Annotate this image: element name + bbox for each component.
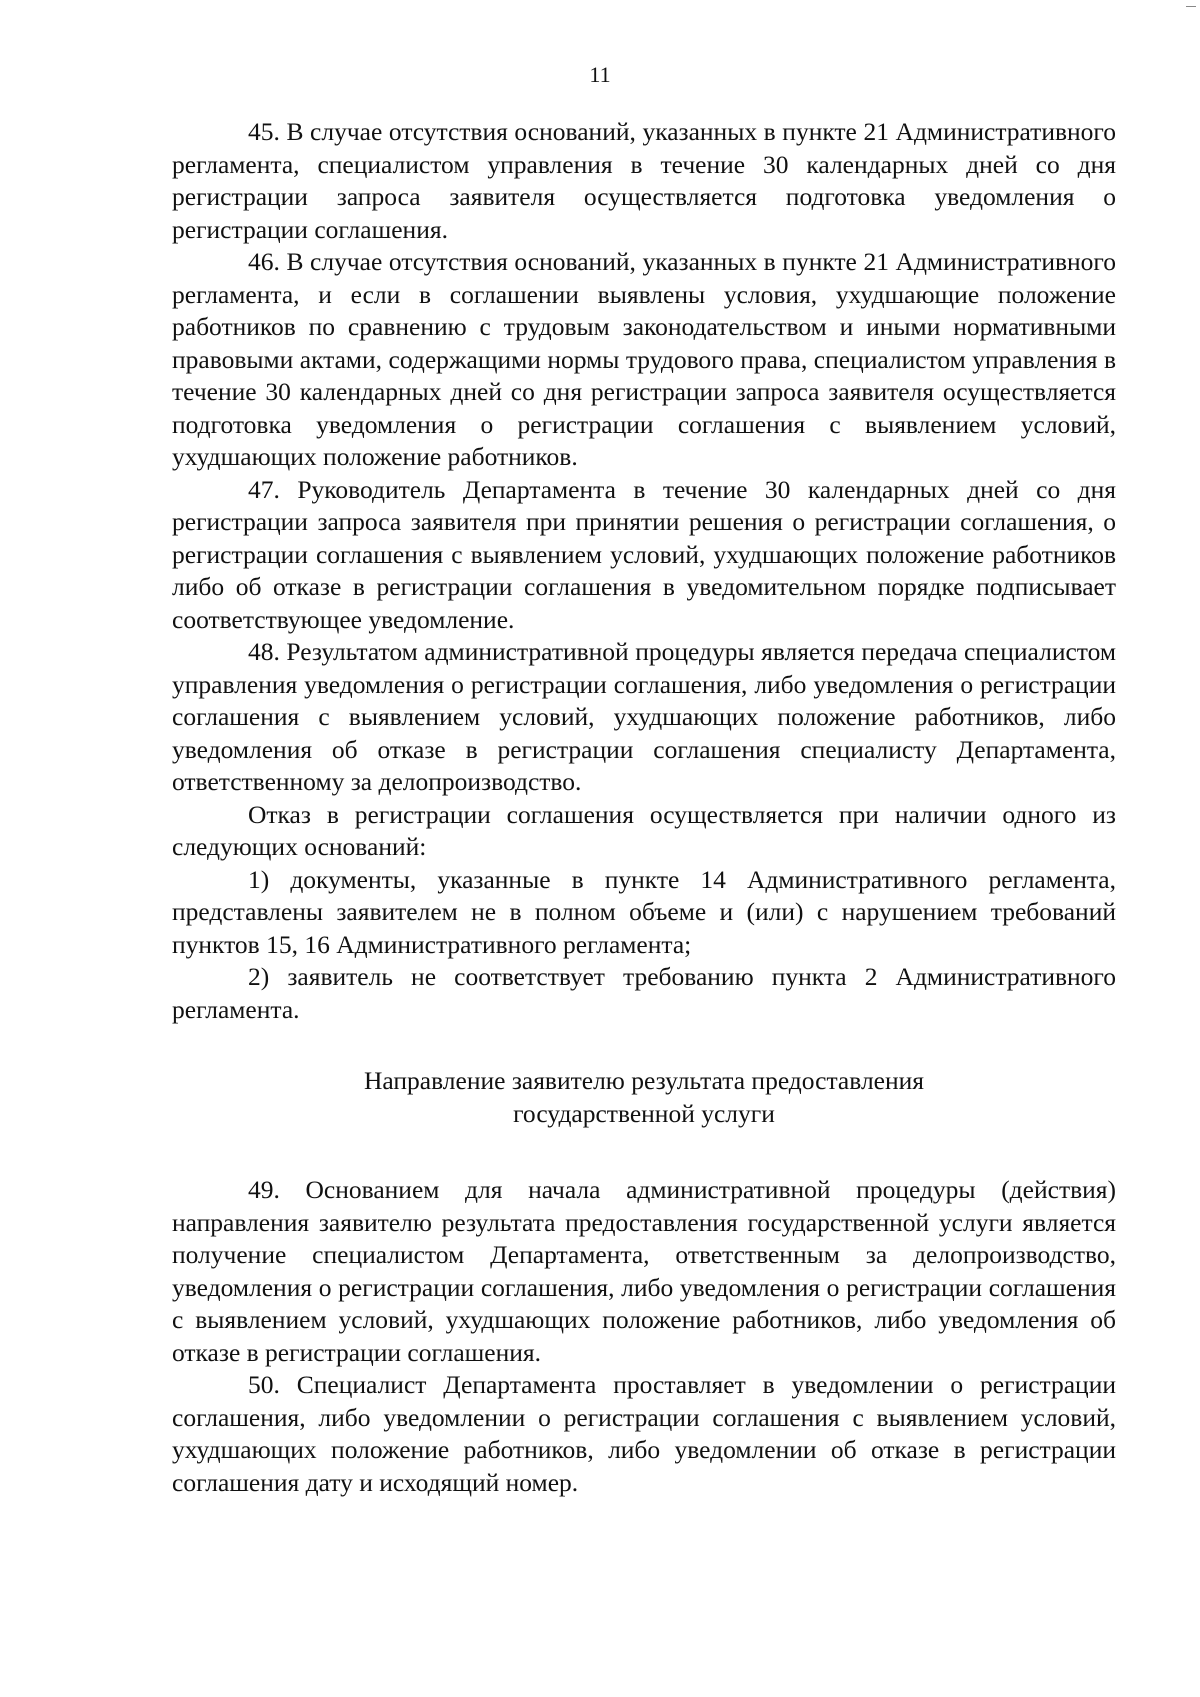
paragraph-47: 47. Руководитель Департамента в течение 30 календарных дней со дня регистрации запроса заявителя при принятии решения о регистрации соглашения, о регистрации соглашения с выявлением условий, ухудшающих положение работников либо об отказе в регистрации соглашения в уведомительном порядке подписывает соответствующее уведомление. xyxy=(172,474,1116,634)
refusal-grounds-intro: Отказ в регистрации соглашения осуществляется при наличии одного из следующих оснований: xyxy=(172,799,1116,861)
section-heading xyxy=(172,1064,1116,1130)
section-heading-line-2: государственной услуги xyxy=(513,1099,775,1128)
paragraph-45: 45. В случае отсутствия оснований, указанных в пункте 21 Административного регламента, специалистом управления в течение 30 календарных дней со дня регистрации запроса заявителя осуществляется подготовка уведомления о регистрации соглашения. xyxy=(172,117,1116,244)
refusal-ground-1: 1) документы, указанные в пункте 14 Административного регламента, представлены заявителем не в полном объеме и (или) с нарушением требований пунктов 15, 16 Административного регламента; xyxy=(172,864,1116,959)
paragraph-48: 48. Результатом административной процедуры является передача специалистом управления уведомления о регистрации соглашения, либо уведомления о регистрации соглашения с выявлением условий, ухудшающих положение работников, либо уведомления об отказе в регистрации соглашения специалисту Департамента, ответственному за делопроизводство. xyxy=(172,637,1116,796)
section-heading-line-1: Направление заявителю результата предоставления xyxy=(363,1066,925,1095)
page-number: 11 xyxy=(589,62,611,87)
document-body xyxy=(172,116,1116,1499)
paragraph-49: 49. Основанием для начала административной процедуры (действия) направления заявителю результата предоставления государственной услуги является получение специалистом Департамента, ответственным за делопроизводство, уведомления о регистрации соглашения, либо уведомления о регистрации соглашения с выявлением условий, ухудшающих положение работников, либо уведомления об отказе в регистрации соглашения. xyxy=(172,1175,1116,1367)
paragraph-46: 46. В случае отсутствия оснований, указанных в пункте 21 Административного регламента, и если в соглашении выявлены условия, ухудшающие положение работников по сравнению с трудовым законодательством и иными нормативными правовыми актами, содержащими нормы трудового права, специалистом управления в течение 30 календарных дней со дня регистрации запроса заявителя осуществляется подготовка уведомления о регистрации соглашения с выявлением условий, ухудшающих положение работников. xyxy=(172,247,1116,471)
paragraph-50: 50. Специалист Департамента проставляет в уведомлении о регистрации соглашения, либо уведомлении о регистрации соглашения с выявлением условий, ухудшающих положение работников, либо уведомлении об отказе в регистрации соглашения дату и исходящий номер. xyxy=(172,1370,1116,1497)
refusal-ground-2: 2) заявитель не соответствует требованию пункта 2 Административного регламента. xyxy=(172,962,1116,1024)
scan-edge-mark xyxy=(1186,6,1196,7)
